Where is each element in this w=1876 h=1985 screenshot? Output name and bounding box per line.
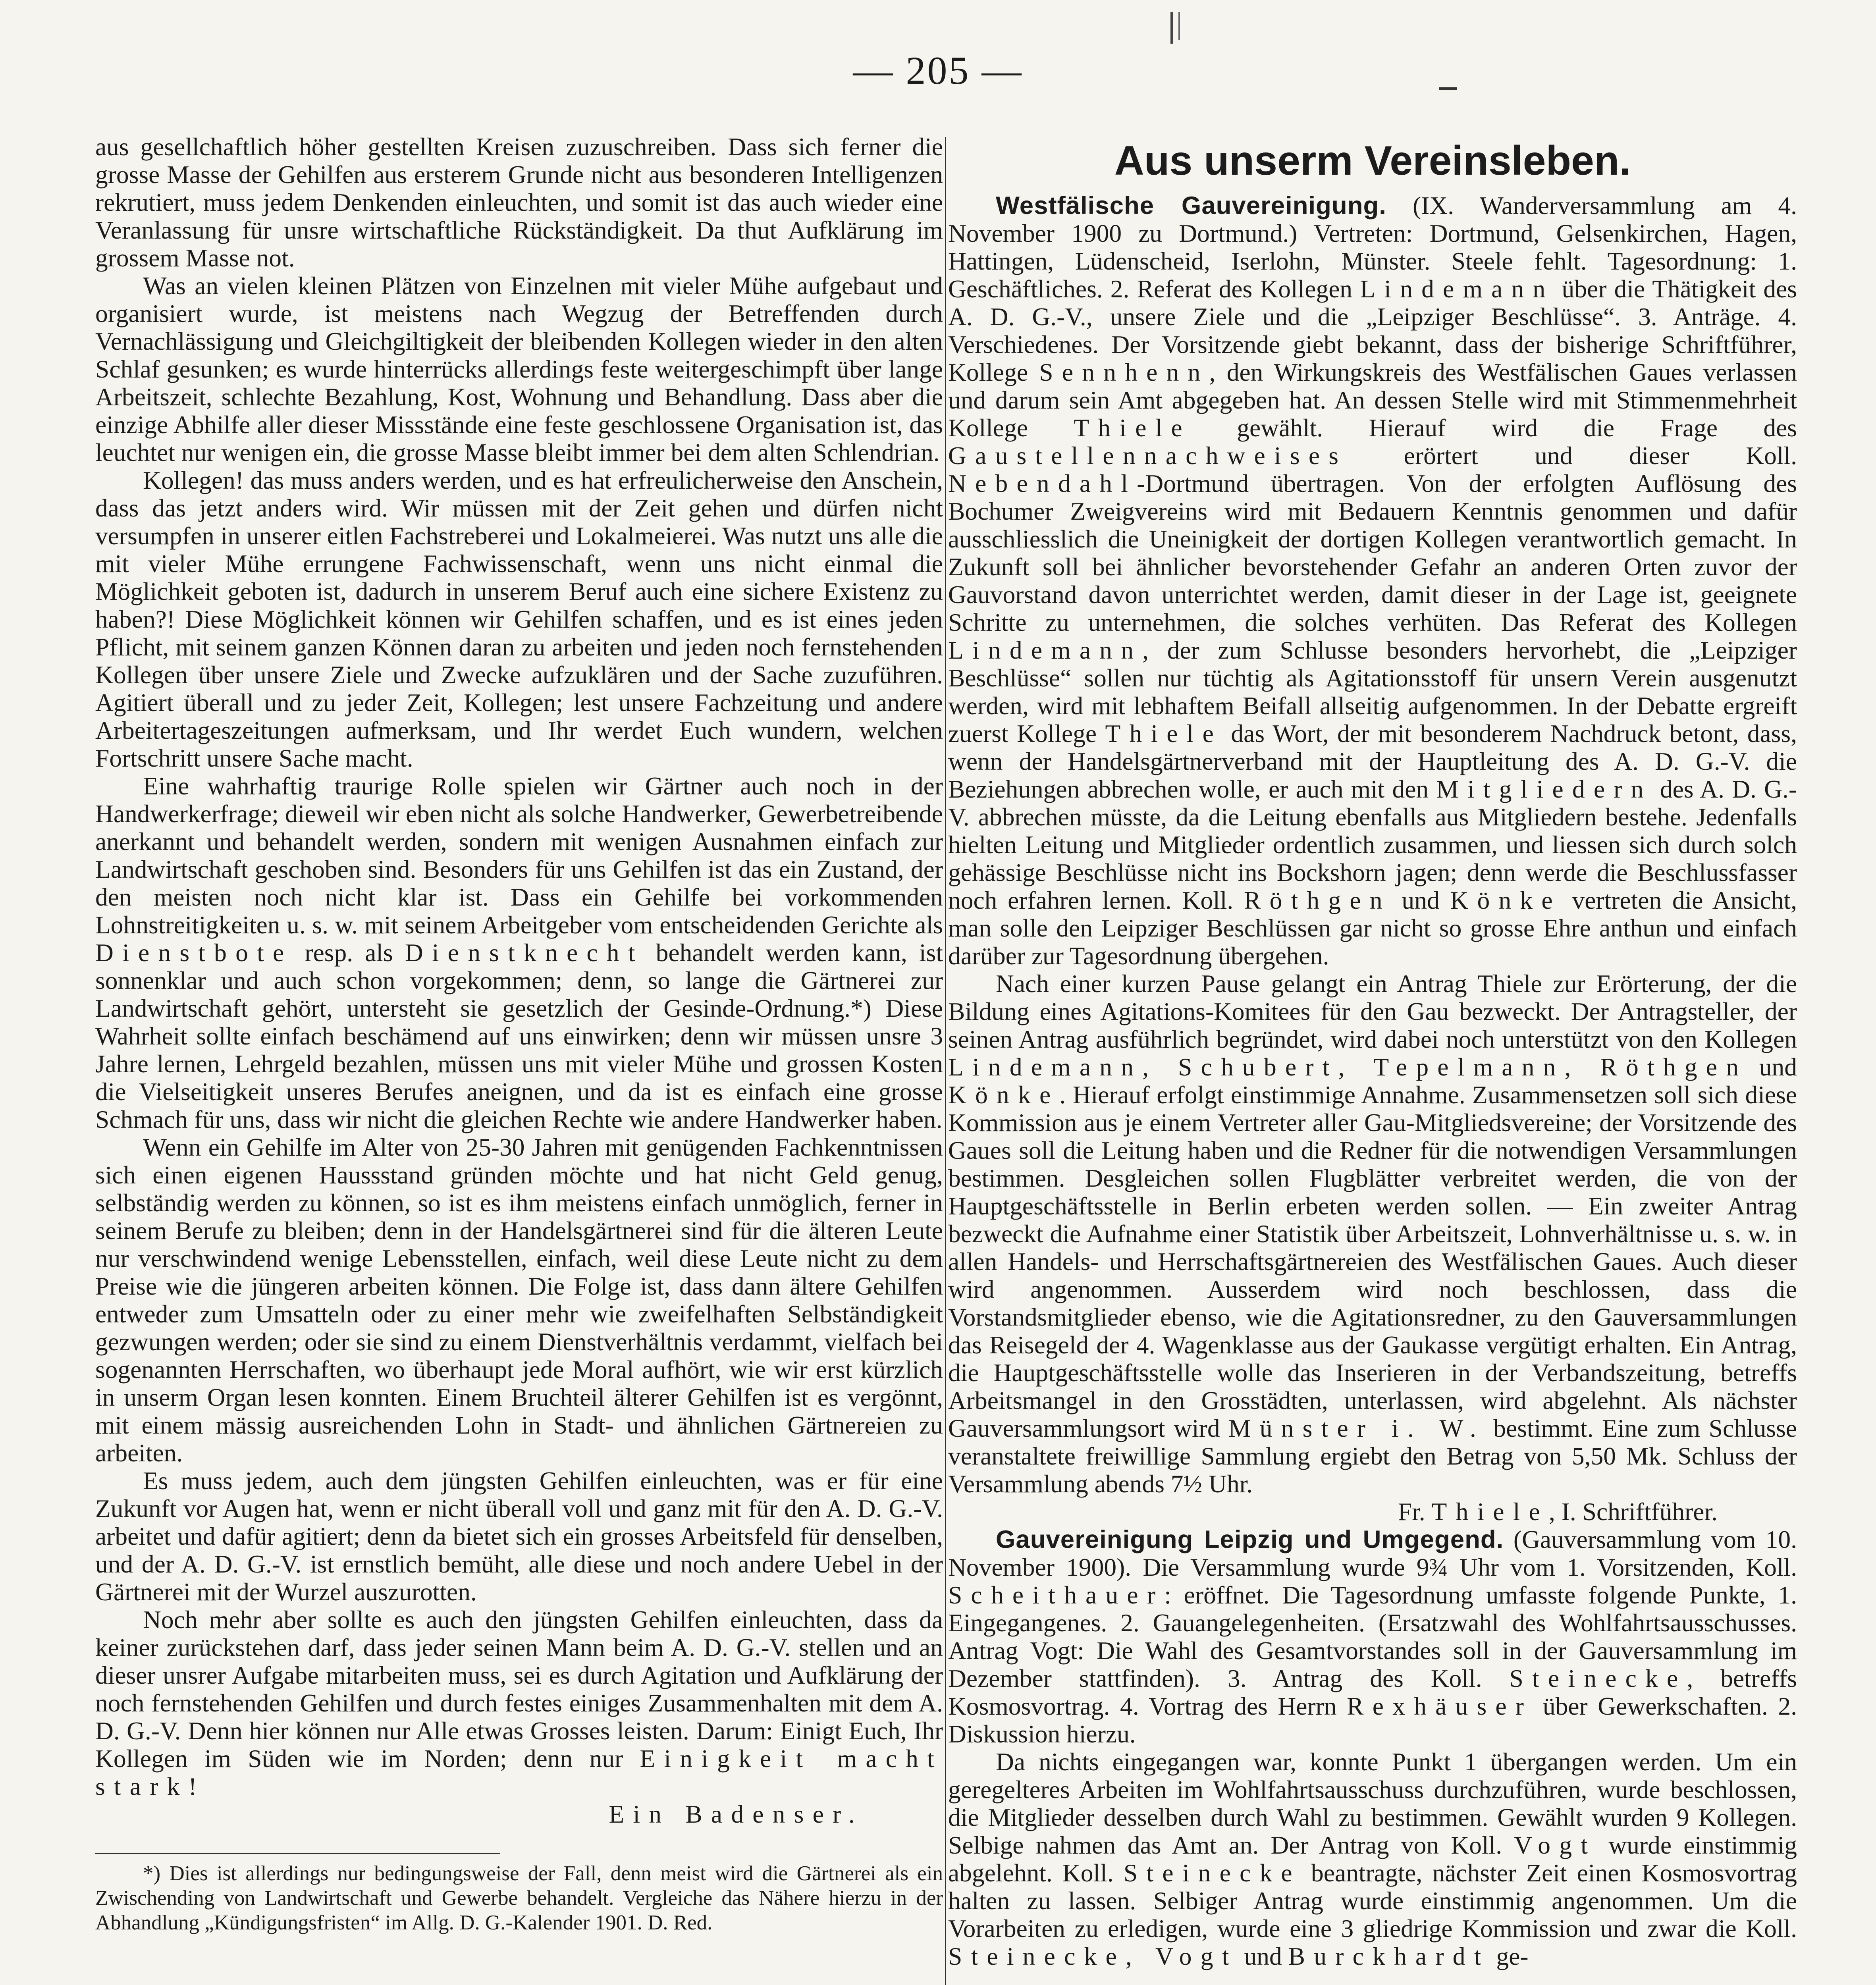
person-name: Rexhäuser xyxy=(1347,1692,1533,1720)
text-run: und xyxy=(1391,886,1450,914)
text-run: (Gauversammlung vom 10. November 1900). Die Versammlung wurde 9¾ Uhr vom 1. Vorsitzenden, Koll. xyxy=(948,1525,1797,1581)
text-run: Fr. xyxy=(1398,1497,1432,1526)
text-run: beantragte, nächster Zeit einen Kosmosvortrag halten zu lassen. Selbiger Antrag wurde einstimmig angenommen. Um die Vorarbeiten zu erledigen, wurde eine 3 gliedrige Kommission und zwar die Koll. xyxy=(948,1859,1797,1943)
secretary-signature xyxy=(948,1498,1797,1526)
paragraph: Was an vielen kleinen Plätzen von Einzelnen mit vieler Mühe aufgebaut und organisiert wurde, ist meistens nach Wegzug der Betreffenden durch Vernachlässigung und Gleichgiltigkeit der bleibenden Kollegen wieder in den alten Schlaf gesunken; es wurde hinterrücks allerdings feste weitergeschimpft über lange Arbeitszeit, schlechte Bezahlung, Kost, Wohnung und Behandlung. Dass aber die einzige Abhilfe aller dieser Missstände eine feste geschlossene Organisation ist, das leuchtet nur wenigen ein, die grosse Masse bleibt immer bei dem alten Schlendrian. xyxy=(95,272,943,466)
text-run: resp. als xyxy=(293,939,405,967)
person-name: Scheithauer xyxy=(948,1581,1165,1609)
text-run: , den Wirkungskreis des Westfälischen Gaues verlassen und darum sein Amt abgegeben hat. An dessen Stelle wird mit Stimmenmehrheit Kollege xyxy=(948,358,1797,442)
report-westfalen xyxy=(948,192,1797,970)
slogan: Einigkeit macht stark! xyxy=(95,1744,943,1800)
person-name: Sennhenn xyxy=(1039,358,1209,386)
pencil-mark xyxy=(1170,12,1173,44)
person-name: Vogt xyxy=(1514,1831,1597,1859)
paragraph xyxy=(95,1606,943,1800)
text-run: -Dortmund übertragen. Von der erfolgten Auflösung des Bochumer Zweigvereins wird mit Bedauern Kenntnis genommen und dafür ausschliesslich die Uneinigkeit der dortigen Kollegen verantwortlich gemacht. In Zukunft soll bei ähnlicher bevorstehender Gefahr an anderen Orten zuvor der Gauvorstand davon unterrichtet werden, damit dieser in der Lage ist, geeignete Schritte zu unternehmen, die solches verhüten. Das Referat des Kollegen xyxy=(948,469,1797,636)
person-name: Röthgen xyxy=(1244,886,1391,914)
emphasized-term: Dienstknecht xyxy=(405,939,644,967)
text-run: gewählt. Hierauf wird die Frage des xyxy=(1191,414,1797,442)
text-run: über die Thätigkeit des A. D. G.-V., unsere Ziele und die „Leipziger Beschlüsse“. 3. Anträge. 4. Verschiedenes. Der Vorsitzende giebt bekannt, dass der bisherige Schriftführer, Kollege xyxy=(948,275,1797,386)
person-name: Thiele xyxy=(1074,414,1191,442)
subsection-title: Westfälische Gauvereinigung. xyxy=(996,192,1386,220)
text-run: und xyxy=(1238,1942,1288,1970)
text-run: : eröffnet. Die Tagesordnung umfasste folgende Punkte, 1. Eingegangenes. 2. Gauangelegenheiten. (Ersatzwahl des Wohlfahrtsausschusses. Antrag Vogt: Die Wahl des Gesamtvorstandes soll in der Gauversammlung im Dezember stattfinden). 3. Antrag des Koll. xyxy=(948,1581,1797,1692)
person-names: Steinecke, Vogt xyxy=(948,1942,1238,1970)
paragraph: Wenn ein Gehilfe im Alter von 25-30 Jahren mit genügenden Fachkenntnissen sich einen eigenen Haussstand gründen möchte und hat nicht Geld genug, selbständig werden zu können, so ist es ihm meistens einfach unmöglich, ferner in seinem Berufe zu bleiben; denn in der Handelsgärtnerei sind für die älteren Leute nur verschwindend wenige Lebensstellen, einfach, weil diese Leute nicht zu dem Preise wie die jüngeren arbeiten können. Die Folge ist, dass dann ältere Gehilfen entweder zum Umsatteln oder zu einer mehr wie zweifelhaften Selbständigkeit gezwungen werden; oder sie sind zu einem Dienstverhältnis verdammt, vielfach bei sogenannten Herrschaften, wo überhaupt jede Moral aufhört, wie wir erst kürzlich in unserm Organ lesen konnten. Einem Bruchteil älterer Gehilfen ist es vergönnt, mit einem mässig ausreichenden Lohn in Stadt- und ähnlichen Gärtnereien zu arbeiten. xyxy=(95,1133,943,1467)
person-name: Burckhardt xyxy=(1288,1942,1490,1970)
paragraph xyxy=(95,772,943,1133)
text-run: des A. D. G.-V. abbrechen müsste, da die Leitung ebenfalls aus Mitgliedern bestehe. Jedenfalls hielten Leitung und Mitglieder ordentlich zusammen, und liessen sich durch solch gehässige Beschlüsse nicht ins Bockshorn jagen; denn werde die Beschlussfasser noch erfahren lernen. Koll. xyxy=(948,775,1797,914)
text-run: , betreffs Kosmosvortrag. 4. Vortrag des Herrn xyxy=(948,1664,1797,1720)
text-run: behandelt werden kann, ist sonnenklar und auch schon vorgekommen; denn, so lange die Gärtnerei zur Landwirtschaft gehört, untersteht sie gesetzlich der Gesinde-Ordnung.*) Diese Wahrheit sollte einfach beschämend auf uns einwirken; denn wir müssen unsre 3 Jahre lernen, Lehrgeld bezahlen, müssen uns mit vieler Mühe und grossen Kosten die Vielseitigkeit unseres Berufes aneignen, und da ist es einfach eine grosse Schmach für uns, dass wir nicht die gleichen Rechte wie andere Handwerker haben. xyxy=(95,939,943,1133)
text-run: Eine wahrhaftig traurige Rolle spielen wir Gärtner auch noch in der Handwerkerfrage; dieweil wir eben nicht als solche Handwerker, Gewerbetreibende anerkannt und behandelt werden, sondern mit wenigen Ausnahmen einfach zur Landwirtschaft geschoben sind. Besonders für uns Gehilfen ist das ein Zustand, der den meisten noch nicht klar ist. Dass ein Gehilfe bei vorkommenden Lohnstreitigkeiten u. s. w. mit seinem Arbeitgeber vom entscheidenden Gerichte als xyxy=(95,772,943,939)
emphasized-term: Dienstbote xyxy=(95,939,293,967)
paragraph xyxy=(948,970,1797,1498)
paragraph: Kollegen! das muss anders werden, und es hat erfreulicherweise den Anschein, dass das jetzt anders wird. Wir müssen mit der Zeit gehen und dürfen nicht versumpfen in unserer eitlen Fachstreberei und Lokalmeierei. Was nutzt uns alle die mit vieler Mühe errungene Fachwissenschaft, wenn uns nicht einmal die Möglichkeit geboten ist, dadurch in unserem Beruf auch eine sichere Existenz zu haben?! Diese Möglichkeit können wir Gehilfen schaffen, und es ist eines jeden Pflicht, mit seinem ganzen Können daran zu arbeiten und jeden noch fernstehenden Kollegen über unsere Ziele und Zwecke aufzuklären und der Sache zuzuführen. Agitiert überall und zu jeder Zeit, Kollegen; lest unsere Fachzeitung und andere Arbeitertageszeitungen aufmerksam, und Ihr werdet Euch wundern, welchen Fortschritt unsere Sache macht. xyxy=(95,466,943,772)
right-column xyxy=(948,133,1797,1970)
person-name: Lindemann xyxy=(1360,275,1554,303)
author-signature: Ein Badenser. xyxy=(609,1800,864,1828)
emphasized-term: Mitgliedern xyxy=(1436,775,1652,803)
paragraph: Es muss jedem, auch dem jüngsten Gehilfen einleuchten, was er für eine Zukunft vor Augen hat, wenn er nicht überall voll und ganz mit für den A. D. G.-V. arbeitet und dafür agitiert; denn da bietet sich ein grosses Arbeitsfeld für denselben, und der A. D. G.-V. ist ernstlich bemüht, alle diese und noch andere Uebel in der Gärtnerei mit der Wurzel auszurotten. xyxy=(95,1467,943,1606)
text-run: und xyxy=(1747,1053,1797,1081)
paragraph: aus gesellchaftlich höher gestellten Kreisen zuzuschreiben. Dass sich ferner die grosse Masse der Gehilfen aus ersterem Grunde nicht aus besonderen Intelligenzen rekrutiert, muss jedem Denkenden einleuchten, und somit ist das auch wieder eine Veranlassung für unsre wirtschaftliche Rückständigkeit. Da thut Aufklärung im grossem Masse not. xyxy=(95,133,943,272)
column-rule xyxy=(945,137,946,1985)
person-name: Könke xyxy=(1450,886,1562,914)
section-heading: Aus unserm Vereinsleben. xyxy=(1114,138,1631,184)
place-name: Münster i. W. xyxy=(1228,1414,1485,1442)
text-run: , der zum Schlusse besonders hervorhebt, die „Leipziger Beschlüsse“ sollen nur tüchtig als Agitationsstoff für unsern Verein ausgenutzt werden, wird mit lebhaftem Beifall allseitig aufgenommen. In der Debatte ergreift zuerst Kollege xyxy=(948,636,1797,748)
text-run: Noch mehr aber sollte es auch den jüngsten Gehilfen einleuchten, dass da keiner zurückstehen darf, dass jeder seinen Mann beim A. D. G.-V. stellen und an dieser unsrer Aufgabe mitarbeiten muss, sei es durch Agitation und Aufklärung der noch fernstehenden Gehilfen und durch festes einiges Zusammenhalten mit dem A. D. G.-V. Denn hier können nur Alle etwas Grosses leisten. Darum: Einigt Euch, Ihr Kollegen im Süden wie im Norden; denn nur xyxy=(95,1605,943,1773)
text-run: wurde einstimmig abgelehnt. Koll. xyxy=(948,1831,1797,1887)
text-run: über Gewerkschaften. 2. Diskussion hierzu. xyxy=(948,1692,1797,1748)
text-run: bestimmt. Eine zum Schlusse veranstaltete freiwillige Sammlung ergiebt den Betrag von 5,50 Mk. Schluss der Versammlung abends 7½ Uhr. xyxy=(948,1414,1797,1498)
emphasized-term: Gaustellennachweises xyxy=(948,441,1348,470)
person-name: Lindemann xyxy=(948,636,1143,664)
text-run: erörtert und dieser Koll. xyxy=(1347,441,1797,470)
subsection-title: Gauvereinigung Leipzig und Umgegend. xyxy=(996,1526,1504,1553)
person-name: Steinecke xyxy=(1123,1859,1301,1887)
text-run: ge- xyxy=(1490,1942,1529,1970)
text-run: Nach einer kurzen Pause gelangt ein Antrag Thiele zur Erörterung, der die Bildung eines Agitations-Komitees für den Gau bezweckt. Der Antragsteller, der seinen Antrag ausführlich begründet, wird dabei noch unterstützt von den Kollegen xyxy=(948,969,1797,1053)
report-leipzig xyxy=(948,1526,1797,1748)
person-name: Steinecke xyxy=(1509,1664,1687,1692)
left-column xyxy=(95,133,943,1935)
text-run: . Hierauf erfolgt einstimmige Annahme. Zusammensetzen soll sich diese Kommission aus je einem Vertreter aller Gau-Mitgliedsvereine; der Vorsitzende des Gaues soll die Leitung haben und die Redner für die notwendigen Versammlungen bestimmen. Desgleichen sollen Flugblätter verbreitet werden, die von der Hauptgeschäftsstelle in Berlin erbeten werden sollen. — Ein zweiter Antrag bezweckt die Aufnahme einer Statistik über Arbeitszeit, Lohnverhältnisse u. s. w. in allen Handels- und Herrschaftsgärtnereien des Westfälischen Gaues. Auch dieser wird angenommen. Ausserdem wird noch beschlossen, dass die Vorstandsmitglieder ebenso, wie die Agitationsredner, zu den Gauversammlungen das Reisegeld der 4. Wagenklasse aus der Gaukasse vergütigt erhalten. Ein Antrag, die Hauptgeschäftsstelle wolle das Inserieren in der Verbandszeitung, betreffs Arbeitsmangel in den Grosstädten, unterlassen, wird abgelehnt. Als nächster Gauversammlungsort wird xyxy=(948,1081,1797,1442)
page-number: — 205 — xyxy=(853,48,1023,93)
person-names: Lindemann, Schubert, Tepelmann, Röthgen xyxy=(948,1053,1748,1081)
text-run: vertreten die Ansicht, man solle den Leipziger Beschlüssen gar nicht so grosse Ehre anthun und einfach darüber zur Tagesordnung übergehen. xyxy=(948,886,1797,970)
footnote-rule xyxy=(95,1853,500,1854)
text-run: das Wort, der mit besonderem Nachdruck betont, dass, wenn der Handelsgärtnerverband mit der Hauptleitung des A. D. G.-V. die Beziehungen abbrechen wolle, er auch mit den xyxy=(948,719,1797,803)
person-name: Nebendahl xyxy=(948,469,1137,497)
paragraph xyxy=(948,1748,1797,1970)
person-name: Thiele xyxy=(1105,719,1222,748)
header-dash xyxy=(1439,87,1457,90)
person-name: Könke xyxy=(948,1081,1060,1109)
person-name: Thiele xyxy=(1431,1497,1549,1526)
footnote: *) Dies ist allerdings nur bedingungsweise der Fall, denn meist wird die Gärtnerei als ein Zwischending von Landwirtschaft und Gewerbe behandelt. Vergleiche das Nähere hierzu in der Abhandlung „Kündigungsfristen“ im Allg. D. G.-Kalender 1901. D. Red. xyxy=(95,1862,943,1934)
text-run: (IX. Wanderversammlung am 4. November 1900 zu Dortmund.) Vertreten: Dortmund, Gelsenkirchen, Hagen, Hattingen, Lüdenscheid, Iserlohn, Münster. Steele fehlt. Tagesordnung: 1. Geschäftliches. 2. Referat des Kollegen xyxy=(948,191,1797,303)
text-run: , I. Schriftführer. xyxy=(1549,1497,1718,1526)
pencil-mark-2 xyxy=(1178,12,1180,40)
text-run: Da nichts eingegangen war, konnte Punkt 1 übergangen werden. Um ein geregelteres Arbeiten im Wohlfahrtsausschuss durchzuführen, wurde beschlossen, die Mitglieder desselben durch Wahl zu bestimmen. Gewählt wurden 9 Kollegen. Selbige nahmen das Amt an. Der Antrag von Koll. xyxy=(948,1748,1797,1859)
